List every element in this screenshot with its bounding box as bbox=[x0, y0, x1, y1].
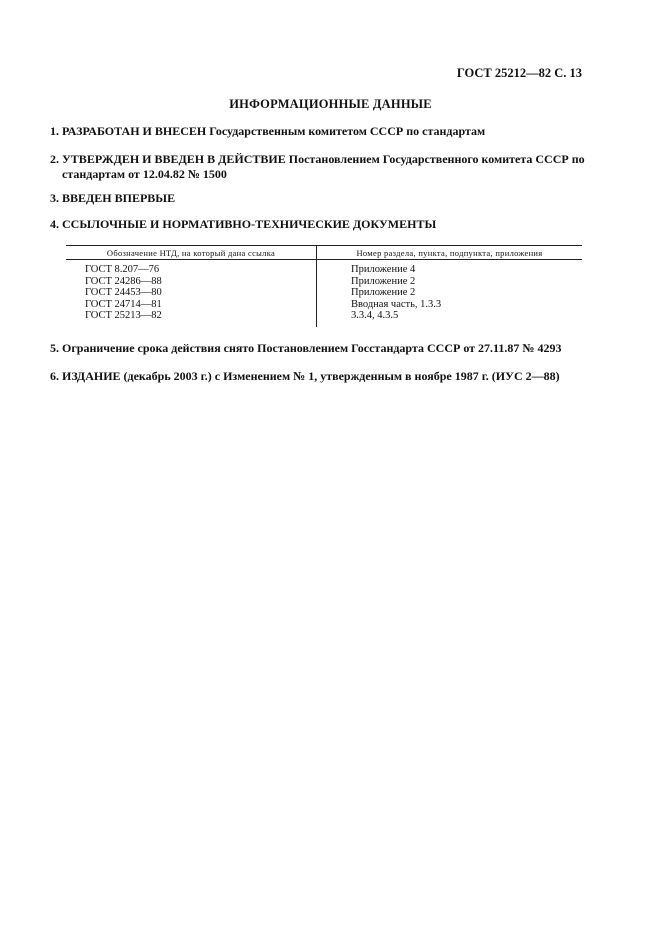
item-heading: РАЗРАБОТАН И ВНЕСЕН bbox=[62, 124, 207, 138]
page-header-ref: ГОСТ 25212—82 С. 13 bbox=[456, 66, 582, 80]
item-text: Постановлением Государственного комитета СССР по bbox=[285, 152, 585, 166]
info-item-2 bbox=[50, 152, 590, 182]
info-item-4 bbox=[50, 217, 590, 232]
item-number: 4. bbox=[50, 217, 59, 231]
table-cell-document: ГОСТ 8.207—76 bbox=[85, 264, 160, 275]
item-heading: УТВЕРЖДЕН И ВВЕДЕН В ДЕЙСТВИЕ bbox=[62, 152, 286, 166]
section-title: ИНФОРМАЦИОННЫЕ ДАННЫЕ bbox=[229, 97, 432, 111]
table-header-rule bbox=[66, 259, 582, 260]
item-text: ИЗДАНИЕ (декабрь 2003 г.) с Изменением № 1, утвержденным в ноябре 1987 г. (ИУС 2—88) bbox=[62, 369, 560, 383]
item-number: 5. bbox=[50, 341, 59, 355]
item-text: Ограничение срока действия снято Постановлением Госстандарта СССР от 27.11.87 № 4293 bbox=[62, 341, 562, 355]
item-heading: ССЫЛОЧНЫЕ И НОРМАТИВНО-ТЕХНИЧЕСКИЕ ДОКУМЕНТЫ bbox=[62, 217, 437, 231]
item-number: 3. bbox=[50, 191, 59, 205]
table-column-documents bbox=[85, 264, 162, 322]
item-number: 1. bbox=[50, 124, 59, 138]
table-cell-section: Приложение 2 bbox=[351, 275, 416, 287]
table-cell-section: Приложение 4 bbox=[351, 264, 416, 275]
table-top-rule bbox=[66, 245, 582, 246]
info-item-6 bbox=[50, 369, 590, 384]
item-text: Государственным комитетом СССР по стандартам bbox=[206, 124, 486, 138]
table-cell-document: ГОСТ 25213—82 bbox=[85, 310, 162, 321]
item-number: 6. bbox=[50, 369, 59, 383]
table-cell-section: Приложение 2 bbox=[351, 287, 416, 298]
info-item-3 bbox=[50, 191, 590, 206]
info-item-1 bbox=[50, 124, 590, 139]
item-text-continuation: стандартам от 12.04.82 № 1500 bbox=[62, 167, 227, 181]
table-cell-document: ГОСТ 24286—88 bbox=[85, 275, 162, 287]
info-item-5 bbox=[50, 341, 590, 356]
item-heading: ВВЕДЕН ВПЕРВЫЕ bbox=[62, 191, 176, 205]
item-number: 2. bbox=[50, 152, 59, 166]
table-cell-document: ГОСТ 24453—80 bbox=[85, 287, 162, 298]
table-column-sections bbox=[351, 264, 441, 322]
table-cell-section: Вводная часть, 1.3.3 bbox=[351, 298, 442, 310]
table-cell-document: ГОСТ 24714—81 bbox=[85, 298, 162, 310]
table-header-section: Номер раздела, пункта, подпункта, приложения bbox=[356, 248, 543, 258]
table-header-document: Обозначение НТД, на который дана ссылка bbox=[106, 248, 276, 258]
table-cell-section: 3.3.4, 4.3.5 bbox=[351, 310, 399, 321]
